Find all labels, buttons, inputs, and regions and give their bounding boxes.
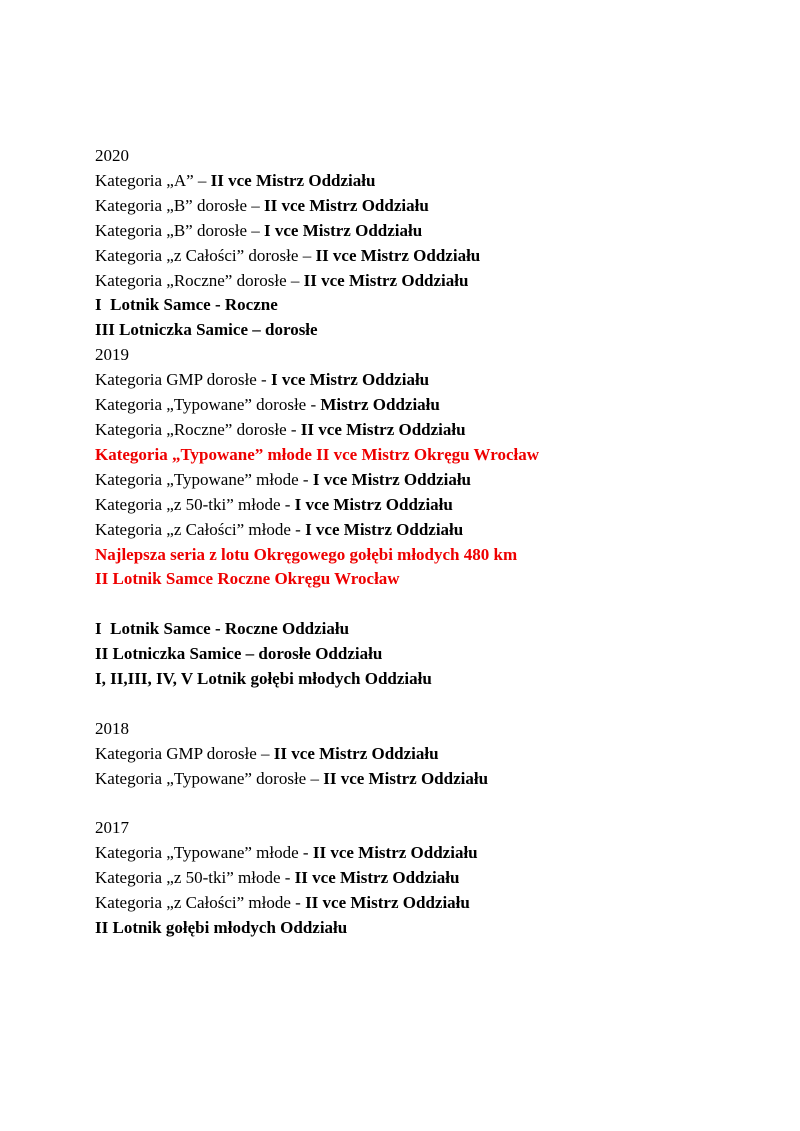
text-segment: I Lotnik Samce - Roczne Oddziału bbox=[95, 619, 350, 639]
text-line bbox=[95, 567, 740, 592]
text-segment: II vce Mistrz Oddziału bbox=[312, 843, 478, 863]
text-segment: Kategoria „B” dorosłe – bbox=[95, 195, 264, 215]
text-segment: II vce Mistrz Oddziału bbox=[300, 419, 466, 439]
text-segment: Kategoria „Typowane” młode - bbox=[95, 843, 313, 863]
text-line bbox=[95, 219, 740, 244]
text-segment: II Lotnik Samce Roczne Okręgu Wrocław bbox=[95, 569, 400, 589]
text-line bbox=[95, 169, 740, 194]
text-line bbox=[95, 518, 740, 543]
text-segment: II vce Mistrz Oddziału bbox=[210, 170, 376, 190]
text-segment: II Lotnik gołębi młodych Oddziału bbox=[95, 918, 348, 938]
text-line bbox=[95, 343, 740, 368]
text-line bbox=[95, 194, 740, 219]
blank-line bbox=[95, 592, 740, 617]
text-segment: Kategoria „z Całości” młode - bbox=[95, 893, 306, 913]
text-segment: 2018 bbox=[95, 718, 129, 738]
text-segment: Kategoria „Roczne” dorosłe – bbox=[95, 270, 304, 290]
text-line bbox=[95, 916, 740, 941]
text-segment: Kategoria „Typowane” dorosłe - bbox=[95, 395, 321, 415]
text-segment: Najlepsza seria z lotu Okręgowego gołębi młodych 480 km bbox=[95, 544, 518, 564]
text-line bbox=[95, 144, 740, 169]
text-segment: Kategoria „z 50-tki” młode - bbox=[95, 494, 295, 514]
text-line bbox=[95, 269, 740, 294]
text-segment: 2019 bbox=[95, 345, 129, 365]
text-segment: Kategoria GMP dorosłe - bbox=[95, 370, 271, 390]
text-segment: II vce Mistrz Oddziału bbox=[294, 868, 460, 888]
text-line bbox=[95, 667, 740, 692]
text-line bbox=[95, 493, 740, 518]
text-segment: Kategoria GMP dorosłe – bbox=[95, 743, 274, 763]
text-segment: I vce Mistrz Oddziału bbox=[294, 494, 453, 514]
text-line bbox=[95, 418, 740, 443]
text-segment: Kategoria „Typowane” młode II vce Mistrz Okręgu Wrocław bbox=[95, 444, 539, 464]
text-segment: Mistrz Oddziału bbox=[320, 395, 440, 415]
text-segment: II Lotniczka Samice – dorosłe Oddziału bbox=[95, 644, 383, 664]
text-segment: I vce Mistrz Oddziału bbox=[305, 519, 464, 539]
text-segment: Kategoria „z Całości” młode - bbox=[95, 519, 306, 539]
text-line bbox=[95, 543, 740, 568]
text-segment: I Lotnik Samce - Roczne bbox=[95, 295, 278, 315]
text-segment: Kategoria „z Całości” dorosłe – bbox=[95, 245, 316, 265]
text-line bbox=[95, 393, 740, 418]
blank-line bbox=[95, 692, 740, 717]
text-segment: II vce Mistrz Oddziału bbox=[303, 270, 469, 290]
text-line bbox=[95, 891, 740, 916]
text-line bbox=[95, 767, 740, 792]
text-line bbox=[95, 742, 740, 767]
text-line bbox=[95, 244, 740, 269]
text-segment: II vce Mistrz Oddziału bbox=[273, 743, 439, 763]
text-segment: II vce Mistrz Oddziału bbox=[323, 768, 489, 788]
text-line bbox=[95, 368, 740, 393]
text-line bbox=[95, 642, 740, 667]
text-segment: 2017 bbox=[95, 818, 129, 838]
text-line bbox=[95, 866, 740, 891]
text-segment: Kategoria „Typowane” młode - bbox=[95, 469, 313, 489]
text-line bbox=[95, 841, 740, 866]
text-line bbox=[95, 717, 740, 742]
text-segment: Kategoria „A” – bbox=[95, 170, 211, 190]
text-segment: Kategoria „Typowane” dorosłe – bbox=[95, 768, 324, 788]
text-segment: I vce Mistrz Oddziału bbox=[264, 220, 423, 240]
text-line bbox=[95, 318, 740, 343]
text-segment: I vce Mistrz Oddziału bbox=[312, 469, 472, 489]
text-segment: II vce Mistrz Oddziału bbox=[264, 195, 429, 215]
blank-line bbox=[95, 792, 740, 817]
text-segment: II vce Mistrz Oddziału bbox=[315, 245, 481, 265]
text-segment: I, II,III, IV, V Lotnik gołębi młodych Oddziału bbox=[95, 669, 432, 689]
text-line bbox=[95, 617, 740, 642]
text-segment: Kategoria „z 50-tki” młode - bbox=[95, 868, 295, 888]
text-line bbox=[95, 816, 740, 841]
text-segment: 2020 bbox=[95, 146, 129, 165]
text-line bbox=[95, 468, 740, 493]
text-line bbox=[95, 443, 740, 468]
text-segment: I vce Mistrz Oddziału bbox=[270, 370, 430, 390]
text-segment: Kategoria „B” dorosłe – bbox=[95, 220, 264, 240]
text-segment: III Lotniczka Samice – dorosłe bbox=[95, 320, 318, 340]
text-segment: II vce Mistrz Oddziału bbox=[305, 893, 470, 913]
text-segment: Kategoria „Roczne” dorosłe - bbox=[95, 419, 301, 439]
text-line bbox=[95, 293, 740, 318]
